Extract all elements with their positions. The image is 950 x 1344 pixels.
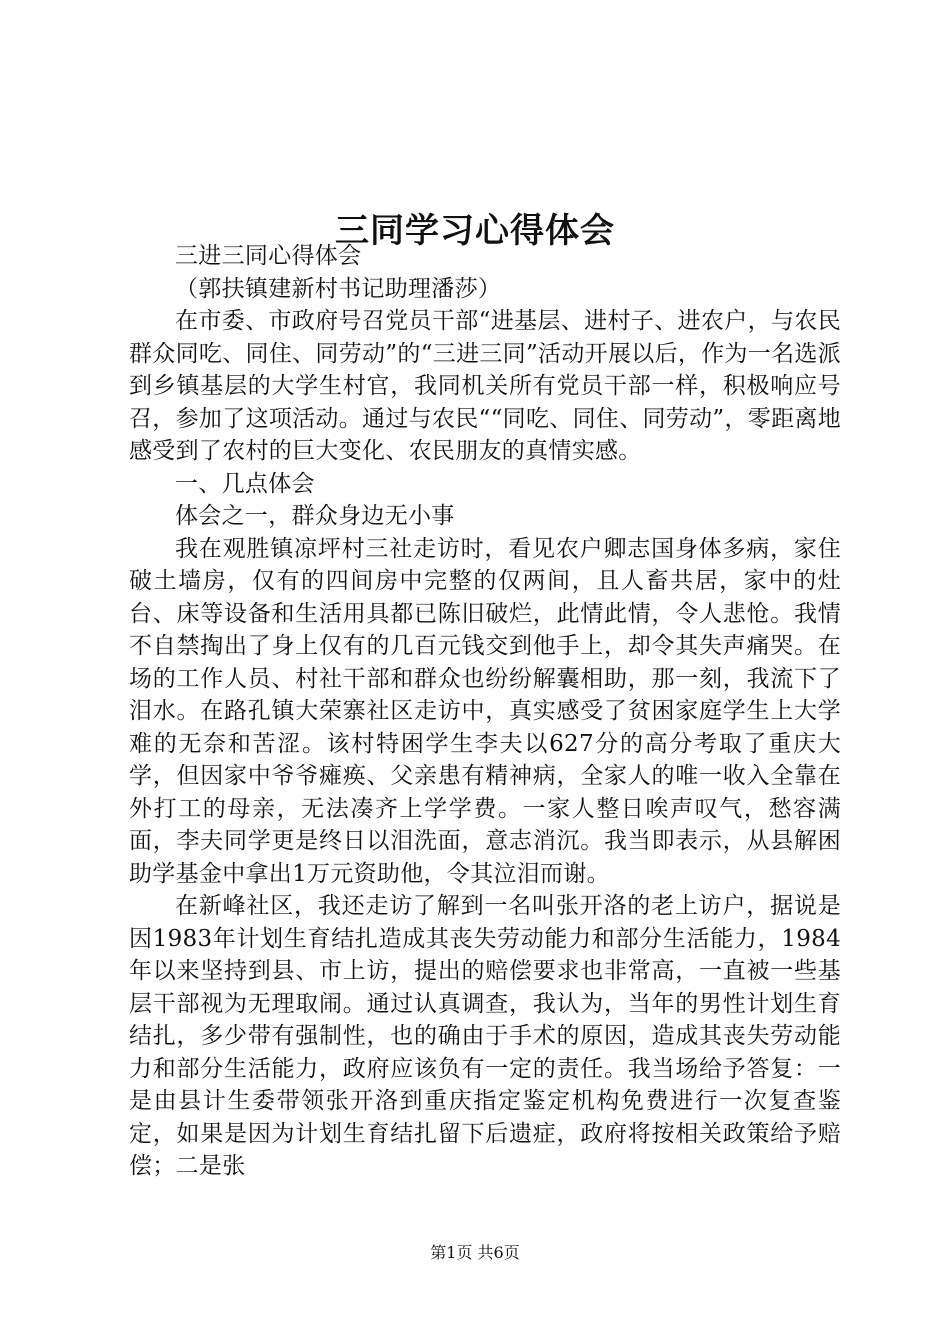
paragraph-body: 我在观胜镇凉坪村三社走访时，看见农户卿志国身体多病，家住破土墙房，仅有的四间房中完整的仅两间，且人畜共居，家中的灶台、床等设备和生活用具都已陈旧破烂，此情此情，令人悲怆。我情不自禁掏出了身上仅有的几百元钱交到他手上，却令其失声痛哭。在场的工作人员、村社干部和群众也纷纷解囊相助，那一刻，我流下了泪水。在路孔镇大荣寨社区走访中，真实感受了贫困家庭学生上大学难的无奈和苦涩。该村特困学生李夫以627分的高分考取了重庆大学，但因家中爷爷瘫痪、父亲患有精神病，全家人的唯一收入全靠在外打工的母亲，无法凑齐上学学费。一家人整日唉声叹气，愁容满面，李夫同学更是终日以泪洗面，意志消沉。我当即表示，从县解困助学基金中拿出1万元资助他，令其泣泪而谢。 [129,535,841,887]
paragraph-intro: 在市委、市政府号召党员干部“进基层、进村子、进农户，与农民群众同吃、同住、同劳动”的“三进三同”活动开展以后，作为一名选派到乡镇基层的大学生村官，我同机关所有党员干部一样，积极响应号召，参加了这项活动。通过与农民““同吃、同住、同劳动”，零距离地感受到了农村的巨大变化、农民朋友的真情实感。 [129,308,841,464]
paragraph-subtitle: 三进三同心得体会 [175,243,362,269]
section-heading: 一、几点体会 [175,470,315,497]
subsection-heading: 体会之一，群众身边无小事 [175,503,455,529]
document-title: 三同学习心得体会 [335,210,615,251]
document-body [129,240,841,1183]
paragraph-author: （郭扶镇建新村书记助理潘莎） [175,275,502,302]
page-footer: 第1页 共6页 [430,1243,520,1262]
paragraph-body: 在新峰社区，我还走访了解到一名叫张开洛的老上访户，据说是因1983年计划生育结扎造成其丧失劳动能力和部分生活能力，1984年以来坚持到县、市上访，提出的赔偿要求也非常高，一直被一些基层干部视为无理取闹。通过认真调查，我认为，当年的男性计划生育结扎，多少带有强制性，也的确由于手术的原因，造成其丧失劳动能力和部分生活能力，政府应该负有一定的责任。我当场给予答复：一是由县计生委带领张开洛到重庆指定鉴定机构免费进行一次复查鉴定，如果是因为计划生育结扎留下后遗症，政府将按相关政策给予赔偿；二是张 [129,893,841,1179]
